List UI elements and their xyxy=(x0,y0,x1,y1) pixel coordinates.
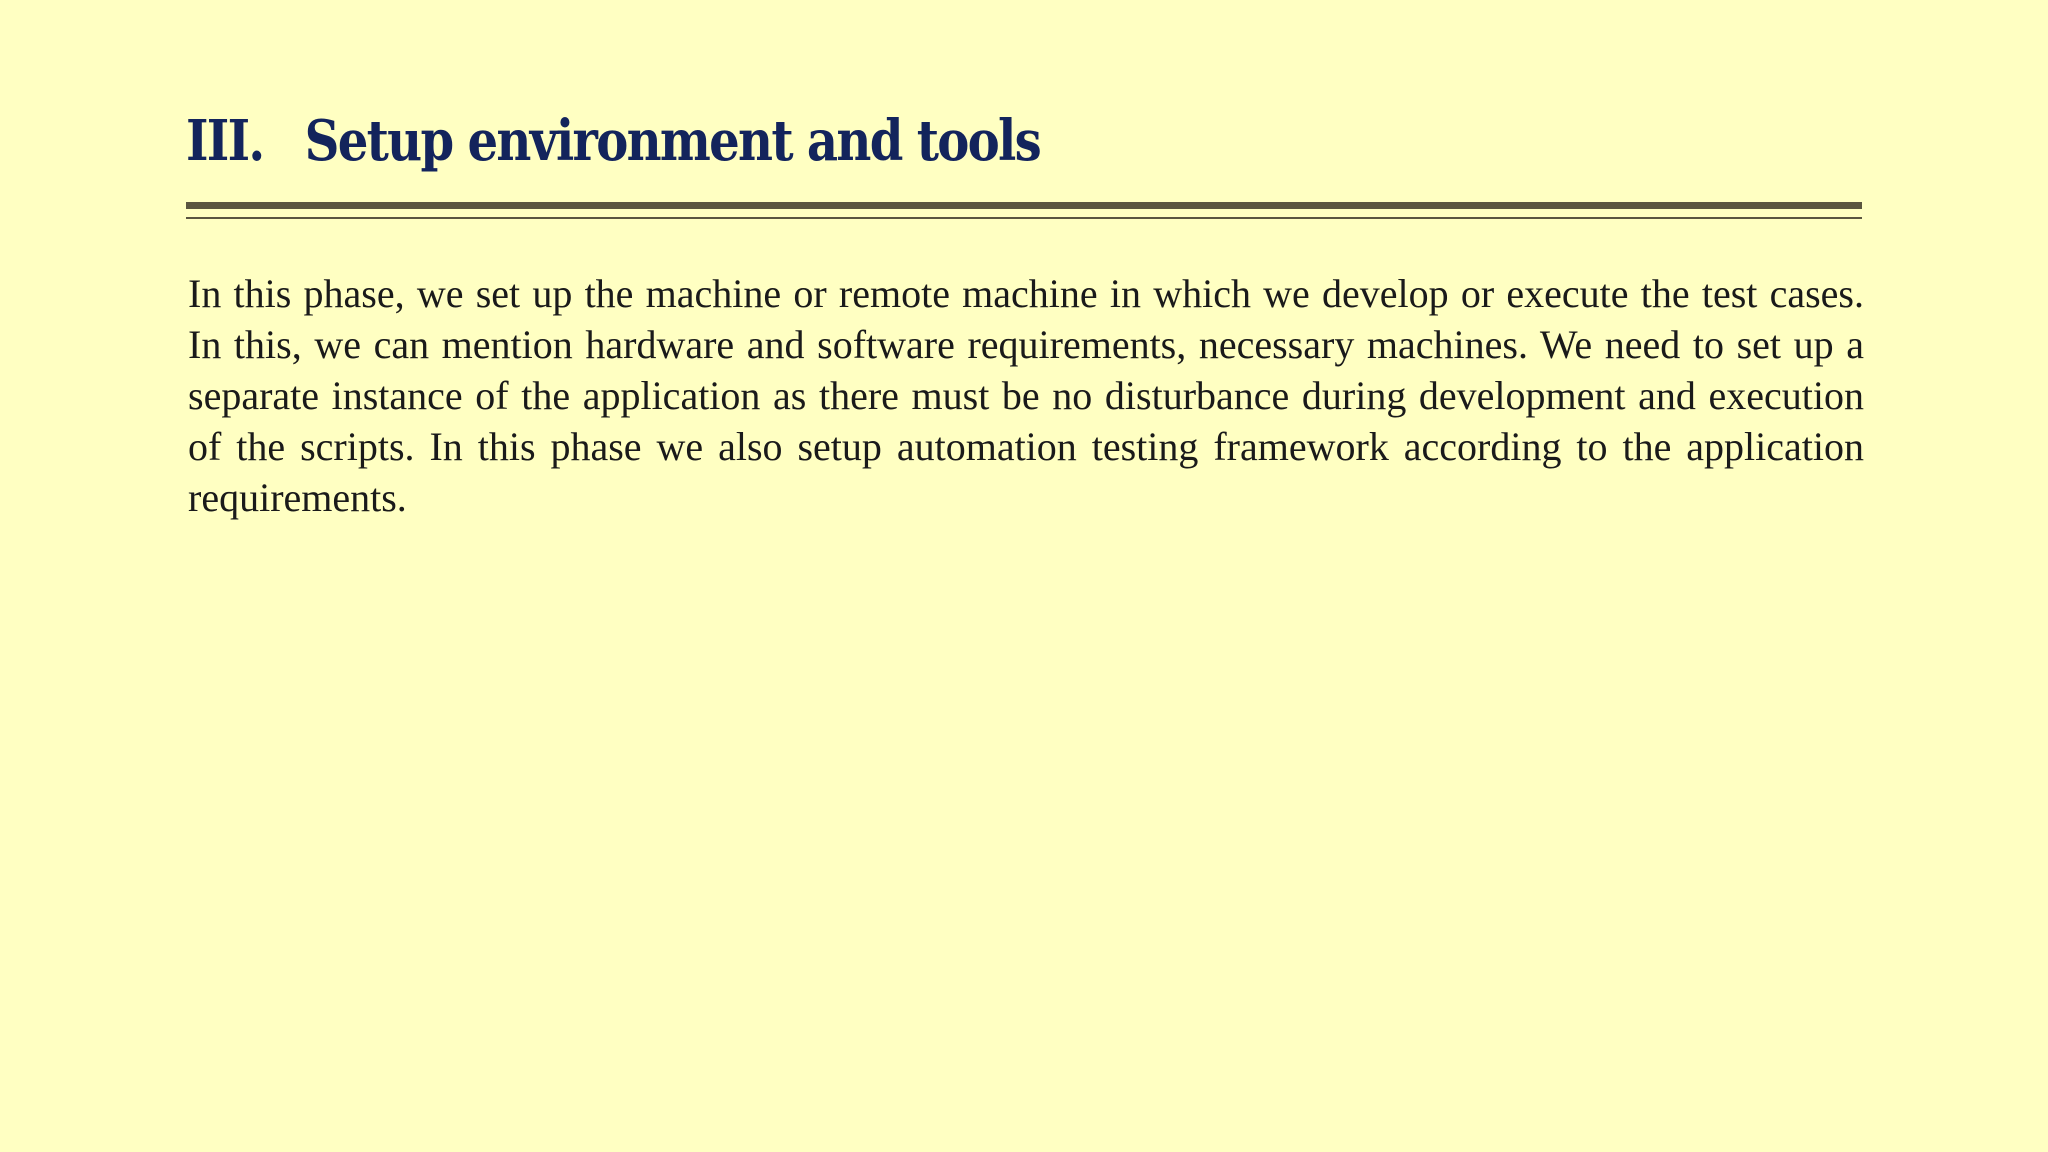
slide-title xyxy=(186,108,1631,198)
title-text: Setup environment and tools xyxy=(304,108,1040,174)
body-paragraph: In this phase, we set up the machine or remote machine in which we develop or execute the test cases. In this, we can mention hardware and software requirements, necessary machines. We need to set up a separate instance of the application as there must be no disturbance during development and execution of the scripts. In this phase we also setup automation testing framework according to the application requirements. xyxy=(188,271,1864,520)
title-rule-thin xyxy=(186,217,1862,219)
section-number: III. xyxy=(186,108,264,174)
title-rule-thick xyxy=(186,202,1862,209)
